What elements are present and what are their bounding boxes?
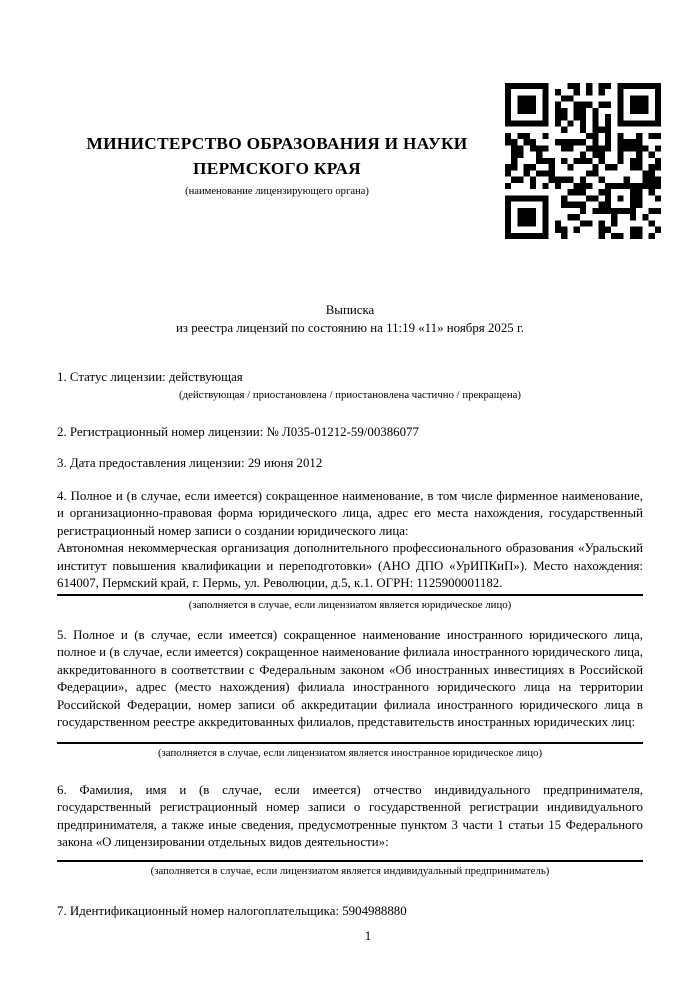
individual-entrepreneur-question: 6. Фамилия, имя и (в случае, если имеется) отчество индивидуального предпринимателя, государственный регистрационный номер записи о государственной регистрации индивидуального предпринимателя, а также иные сведения, предусмотренные пунктом 3 части 1 статьи 15 Федерального закона «О лицензировании отдельных видов деятельности»: bbox=[57, 782, 643, 849]
field-foreign-entity bbox=[57, 627, 643, 761]
field-registration-number bbox=[57, 424, 643, 442]
legal-entity-question: 4. Полное и (в случае, если имеется) сокращенное наименование, в том числе фирменное наименование, и организационно-правовая форма юридического лица, адрес его места нахождения, государственный регистрационный номер записи о создании юридического лица: bbox=[57, 488, 643, 538]
legal-entity-caption: (заполняется в случае, если лицензиатом является юридическое лицо) bbox=[188, 598, 512, 611]
inn-text: 7. Идентификационный номер налогоплательщика: 5904988880 bbox=[57, 903, 407, 918]
field-inn bbox=[57, 903, 643, 921]
individual-entrepreneur-caption: (заполняется в случае, если лицензиатом является индивидуальный предприниматель) bbox=[150, 864, 550, 877]
foreign-entity-question: 5. Полное и (в случае, если имеется) сокращенное наименование иностранного юридического лица, полное и (в случае, если имеется) сокращенное наименование филиала иностранного юридического лица, аккредитованного в соответствии с Федеральным законом «Об иностранных инвестициях в Российской Федерации», адрес (место нахождения) филиала иностранного юридического лица на территории Российской Федерации, номер записи об аккредитации филиала иностранного юридического лица в государственном реестре аккредитованных филиалов, представительств иностранных юридических лиц: bbox=[57, 627, 643, 729]
ministry-name-line2: ПЕРМСКОГО КРАЯ bbox=[193, 159, 361, 178]
qr-code-image bbox=[505, 83, 661, 239]
registration-number-text: 2. Регистрационный номер лицензии: № Л035-01212-59/00386077 bbox=[57, 424, 419, 439]
fill-line bbox=[57, 742, 643, 744]
document-body bbox=[57, 301, 643, 920]
field-individual-entrepreneur bbox=[57, 782, 643, 879]
license-status-text: 1. Статус лицензии: действующая bbox=[57, 370, 243, 384]
field-legal-entity bbox=[57, 488, 643, 613]
letterhead-caption: (наименование лицензирующего органа) bbox=[185, 186, 369, 197]
document-subtitle: из реестра лицензий по состоянию на 11:19 «11» ноября 2025 г. bbox=[175, 321, 525, 335]
license-status-caption: (действующая / приостановлена / приостановлена частично / прекращена) bbox=[179, 388, 521, 401]
field-grant-date bbox=[57, 455, 643, 473]
ministry-name-line1: МИНИСТЕРСТВО ОБРАЗОВАНИЯ И НАУКИ bbox=[86, 134, 468, 153]
field-license-status bbox=[57, 369, 643, 403]
grant-date-text: 3. Дата предоставления лицензии: 29 июня 2012 bbox=[57, 456, 323, 470]
qr-code-icon bbox=[505, 83, 661, 239]
fill-line bbox=[57, 860, 643, 862]
foreign-entity-caption: (заполняется в случае, если лицензиатом является иностранное юридическое лицо) bbox=[157, 746, 543, 759]
fill-line bbox=[57, 594, 643, 596]
document-title: Выписка bbox=[325, 303, 375, 317]
document-title-block bbox=[57, 301, 643, 337]
page-number: 1 bbox=[364, 929, 372, 943]
letterhead bbox=[57, 131, 497, 199]
legal-entity-value: Автономная некоммерческая организация дополнительного профессионального образования «Уральский институт повышения квалификации и переподготовки» (АНО ДПО «УрИПКиП»). Место нахождения: 614007, Пермский край, г. Пермь, ул. Революции, д.5, к.1. ОГРН: 1125900001182. bbox=[57, 541, 643, 590]
